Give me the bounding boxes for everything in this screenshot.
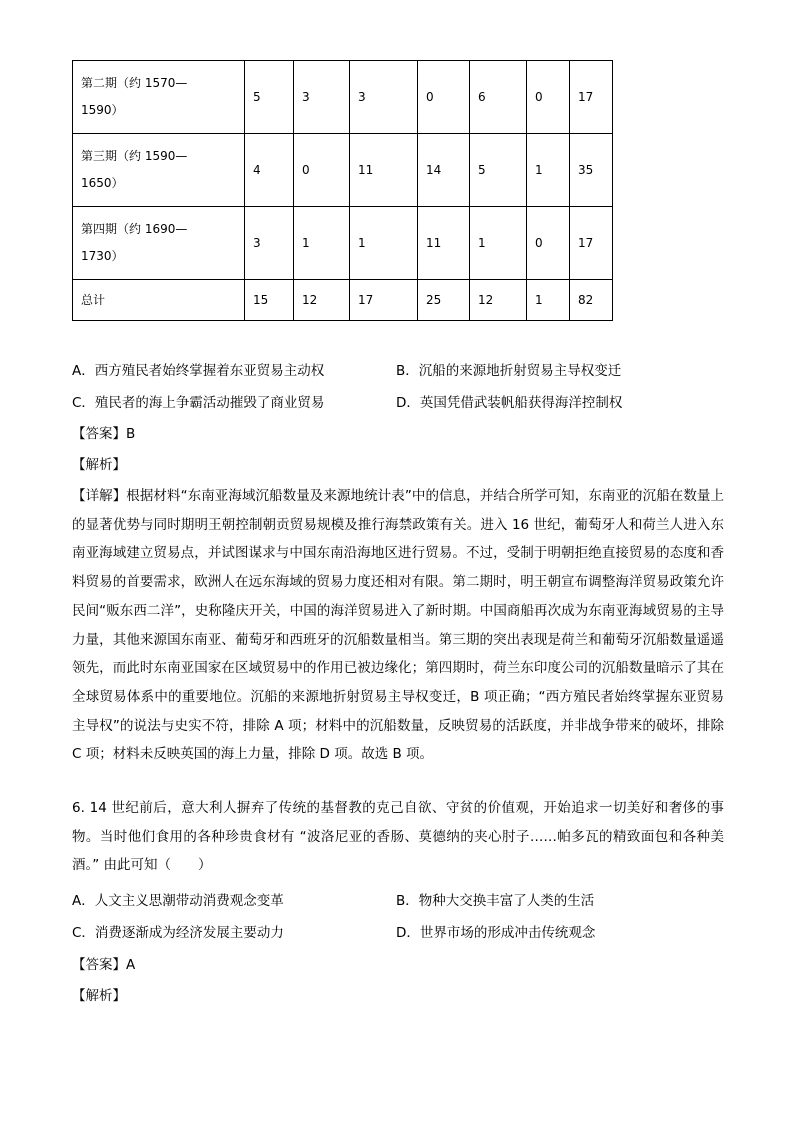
table-row bbox=[73, 207, 613, 280]
period-label-line2: 1650） bbox=[81, 176, 124, 190]
period-label-line2: 1590） bbox=[81, 103, 124, 117]
q5-option-b: B．沉船的来源地折射贸易主导权变迁 bbox=[396, 363, 622, 379]
table-cell: 12 bbox=[294, 280, 350, 321]
table-cell: 5 bbox=[245, 61, 294, 134]
table-cell: 35 bbox=[570, 134, 613, 207]
q6-stem: 6. 14 世纪前后，意大利人摒弃了传统的基督教的克己自欲、守贫的价值观，开始追求一切美好和奢侈的事物。当时他们食用的各种珍贵食材有 “波洛尼亚的香肠、莫德纳的夹心肘子……帕多瓦的精致面包和各种美酒。” 由此可知（ ） bbox=[72, 800, 724, 874]
q5-option-d: D．英国凭借武装帆船获得海洋控制权 bbox=[396, 395, 623, 411]
q6-option-d: D．世界市场的形成冲击传统观念 bbox=[396, 925, 596, 941]
shipwreck-table bbox=[72, 60, 613, 321]
table-cell: 0 bbox=[527, 207, 570, 280]
table-row bbox=[73, 134, 613, 207]
period-cell bbox=[73, 280, 245, 321]
table-cell: 11 bbox=[350, 134, 418, 207]
q6-option-b: B．物种大交换丰富了人类的生活 bbox=[396, 893, 595, 909]
table-cell: 3 bbox=[350, 61, 418, 134]
q5-analysis-label: 【解析】 bbox=[72, 457, 126, 473]
table-cell: 3 bbox=[294, 61, 350, 134]
table-cell: 25 bbox=[418, 280, 470, 321]
table-cell: 5 bbox=[470, 134, 527, 207]
table-cell: 0 bbox=[527, 61, 570, 134]
period-label-line1: 总计 bbox=[81, 292, 106, 307]
table-cell: 82 bbox=[570, 280, 613, 321]
period-label-line2: 1730） bbox=[81, 249, 124, 263]
q6-analysis-label: 【解析】 bbox=[72, 988, 126, 1004]
table-cell: 4 bbox=[245, 134, 294, 207]
q6-answer: 【答案】A bbox=[72, 957, 136, 973]
table-cell: 14 bbox=[418, 134, 470, 207]
table-cell: 6 bbox=[470, 61, 527, 134]
table-cell: 17 bbox=[350, 280, 418, 321]
q5-detail: 【详解】根据材料“东南亚海域沉船数量及来源地统计表”中的信息，并结合所学可知，东南亚的沉船在数量上的显著优势与同时期明王朝控制朝贡贸易规模及推行海禁政策有关。进入 16 世纪，葡萄牙人和荷兰人进入东南亚海域建立贸易点，并试图谋求与中国东南沿海地区进行贸易。不过，受制于明朝拒绝直接贸易的态度和香料贸易的首要需求，欧洲人在远东海域的贸易力度还相对有限。第二期时，明王朝宣布调整海洋贸易政策允许民间“贩东西二洋”，史称隆庆开关，中国的海洋贸易进入了新时期。中国商船再次成为东南亚海域贸易的主导力量，其他来源国东南亚、葡萄牙和西班牙的沉船数量相当。第三期的突出表现是荷兰和葡萄牙沉船数量遥遥领先，而此时东南亚国家在区域贸易中的作用已被边缘化；第四期时，荷兰东印度公司的沉船数量暗示了其在全球贸易体系中的重要地位。沉船的来源地折射贸易主导权变迁，B 项正确；“西方殖民者始终掌握东亚贸易主导权”的说法与史实不符，排除 A 项；材料中的沉船数量，反映贸易的活跃度，并非战争带来的破坏，排除 C 项；材料未反映英国的海上力量，排除 D 项。故选 B 项。 bbox=[72, 488, 724, 763]
period-cell bbox=[73, 134, 245, 207]
table-cell: 1 bbox=[527, 134, 570, 207]
table-cell: 17 bbox=[570, 207, 613, 280]
table-cell: 1 bbox=[527, 280, 570, 321]
period-cell bbox=[73, 61, 245, 134]
period-label-line1: 第二期（约 1570— bbox=[81, 76, 188, 90]
table-cell: 3 bbox=[245, 207, 294, 280]
period-cell bbox=[73, 207, 245, 280]
table-cell: 17 bbox=[570, 61, 613, 134]
q6-option-a: A．人文主义思潮带动消费观念变革 bbox=[72, 893, 284, 909]
table-cell: 11 bbox=[418, 207, 470, 280]
table-cell: 0 bbox=[418, 61, 470, 134]
table-cell: 15 bbox=[245, 280, 294, 321]
table-cell: 1 bbox=[294, 207, 350, 280]
q5-option-c: C．殖民者的海上争霸活动摧毁了商业贸易 bbox=[72, 395, 325, 411]
q5-option-a: A．西方殖民者始终掌握着东亚贸易主动权 bbox=[72, 363, 325, 379]
q6-option-c: C．消费逐渐成为经济发展主要动力 bbox=[72, 925, 284, 941]
table-cell: 12 bbox=[470, 280, 527, 321]
table-cell: 1 bbox=[350, 207, 418, 280]
table-cell: 1 bbox=[470, 207, 527, 280]
table-cell: 0 bbox=[294, 134, 350, 207]
q5-answer: 【答案】B bbox=[72, 426, 136, 442]
period-label-line1: 第四期（约 1690— bbox=[81, 222, 188, 236]
period-label-line1: 第三期（约 1590— bbox=[81, 149, 188, 163]
table-row bbox=[73, 280, 613, 321]
table-row bbox=[73, 61, 613, 134]
